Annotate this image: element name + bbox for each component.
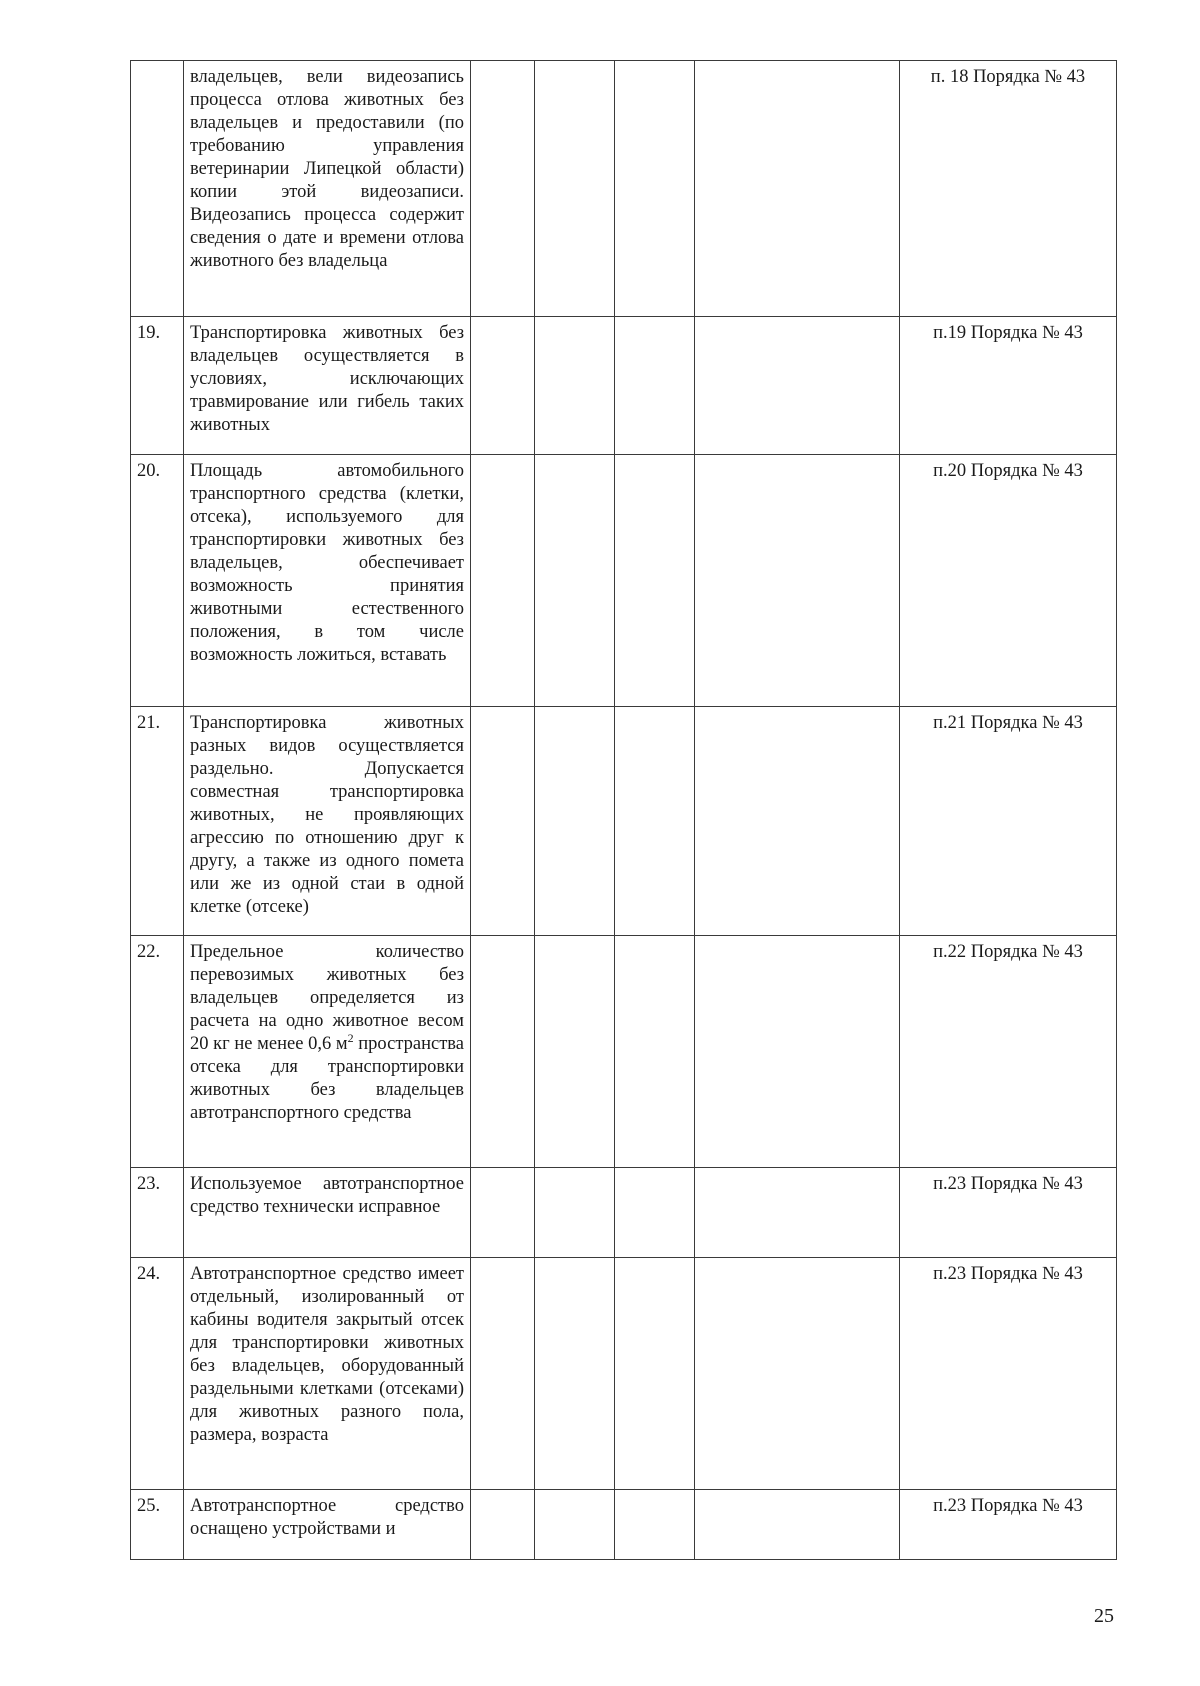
answer-cell-na <box>615 707 695 936</box>
table-row <box>131 707 1117 936</box>
row-number: 24. <box>131 1258 184 1490</box>
answer-cell-no <box>535 1490 615 1560</box>
legal-reference: п. 18 Порядка № 43 <box>900 61 1117 317</box>
requirement-text: Автотранспортное средство оснащено устройствами и <box>184 1490 471 1560</box>
row-number: 20. <box>131 455 184 707</box>
answer-cell-na <box>615 317 695 455</box>
legal-reference: п.19 Порядка № 43 <box>900 317 1117 455</box>
answer-cell-no <box>535 61 615 317</box>
answer-cell-na <box>615 936 695 1168</box>
answer-cell-no <box>535 707 615 936</box>
requirement-text: владельцев, вели видеозапись процесса отлова животных без владельцев и предоставили (по требованию управления ветеринарии Липецкой области) копии этой видеозаписи. Видеозапись процесса содержит сведения о дате и времени отлова животного без владельца <box>184 61 471 317</box>
legal-reference: п.23 Порядка № 43 <box>900 1258 1117 1490</box>
checklist-table <box>130 60 1117 1560</box>
note-cell <box>695 1490 900 1560</box>
legal-reference: п.21 Порядка № 43 <box>900 707 1117 936</box>
page-number: 25 <box>1094 1605 1114 1627</box>
note-cell <box>695 1258 900 1490</box>
answer-cell-no <box>535 455 615 707</box>
table-row <box>131 455 1117 707</box>
row-number: 23. <box>131 1168 184 1258</box>
row-number: 25. <box>131 1490 184 1560</box>
answer-cell-na <box>615 455 695 707</box>
requirement-text: Транспортировка животных без владельцев осуществляется в условиях, исключающих травмирование или гибель таких животных <box>184 317 471 455</box>
answer-cell-no <box>535 1168 615 1258</box>
answer-cell-no <box>535 936 615 1168</box>
answer-cell-yes <box>471 1168 535 1258</box>
requirement-text: Автотранспортное средство имеет отдельный, изолированный от кабины водителя закрытый отсек для транспортировки животных без владельцев, оборудованный раздельными клетками (отсеками) для животных разного пола, размера, возраста <box>184 1258 471 1490</box>
legal-reference: п.20 Порядка № 43 <box>900 455 1117 707</box>
note-cell <box>695 61 900 317</box>
answer-cell-na <box>615 1490 695 1560</box>
note-cell <box>695 317 900 455</box>
table-row <box>131 1490 1117 1560</box>
row-number: 19. <box>131 317 184 455</box>
requirement-text <box>184 936 471 1168</box>
table-row <box>131 317 1117 455</box>
table-row <box>131 61 1117 317</box>
note-cell <box>695 1168 900 1258</box>
answer-cell-yes <box>471 61 535 317</box>
answer-cell-yes <box>471 936 535 1168</box>
row-number: 21. <box>131 707 184 936</box>
table-row <box>131 1168 1117 1258</box>
answer-cell-yes <box>471 1258 535 1490</box>
answer-cell-na <box>615 1258 695 1490</box>
answer-cell-yes <box>471 707 535 936</box>
answer-cell-no <box>535 1258 615 1490</box>
note-cell <box>695 707 900 936</box>
superscript: 2 <box>347 1030 354 1045</box>
table-row <box>131 1258 1117 1490</box>
answer-cell-no <box>535 317 615 455</box>
requirement-text: Площадь автомобильного транспортного средства (клетки, отсека), используемого для транспортировки животных без владельцев, обеспечивает возможность принятия животными естественного положения, в том числе возможность ложиться, вставать <box>184 455 471 707</box>
requirement-text: Транспортировка животных разных видов осуществляется раздельно. Допускается совместная транспортировка животных, не проявляющих агрессию по отношению друг к другу, а также из одного помета или же из одной стаи в одной клетке (отсеке) <box>184 707 471 936</box>
legal-reference: п.23 Порядка № 43 <box>900 1168 1117 1258</box>
requirement-text-part: пространства отсека для транспортировки животных без владельцев автотранспортного средства <box>190 1034 465 1123</box>
answer-cell-yes <box>471 455 535 707</box>
legal-reference: п.23 Порядка № 43 <box>900 1490 1117 1560</box>
row-number <box>131 61 184 317</box>
answer-cell-yes <box>471 1490 535 1560</box>
row-number: 22. <box>131 936 184 1168</box>
legal-reference: п.22 Порядка № 43 <box>900 936 1117 1168</box>
note-cell <box>695 455 900 707</box>
requirement-text-part: Предельное количество перевозимых животных без владельцев определяется из расчета на одно животное весом 20 кг не менее 0,6 м <box>190 942 464 1054</box>
requirement-text: Используемое автотранспортное средство технически исправное <box>184 1168 471 1258</box>
note-cell <box>695 936 900 1168</box>
answer-cell-na <box>615 61 695 317</box>
answer-cell-na <box>615 1168 695 1258</box>
table-row <box>131 936 1117 1168</box>
answer-cell-yes <box>471 317 535 455</box>
